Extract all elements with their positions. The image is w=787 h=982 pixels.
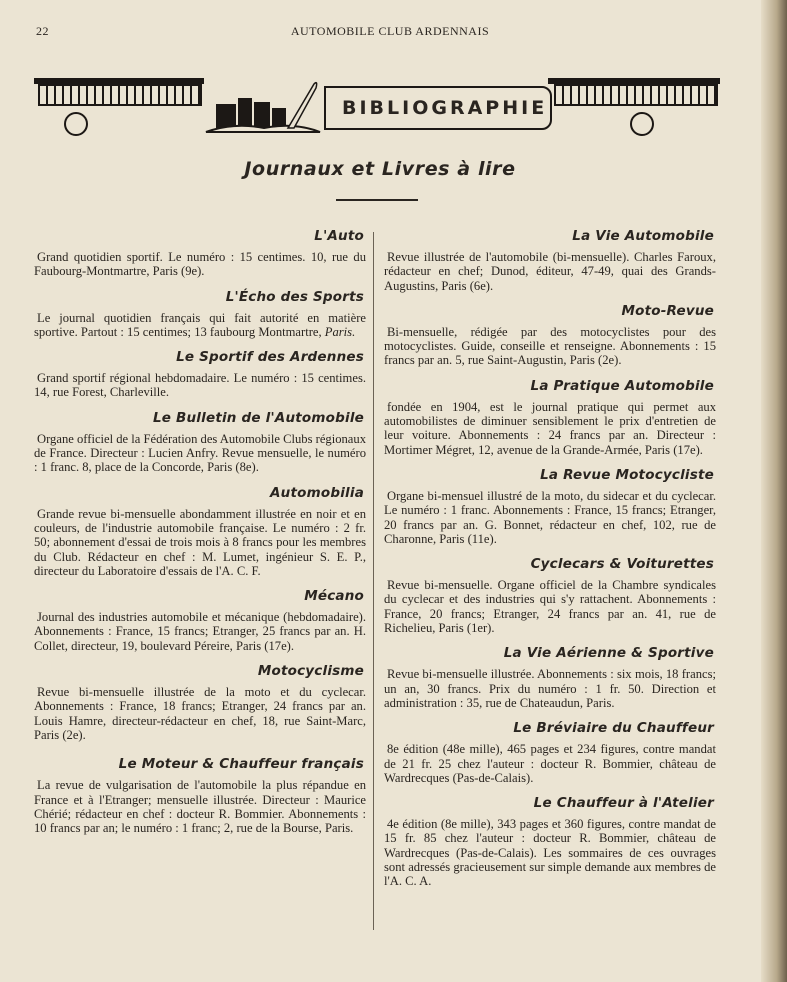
page-edge-shadow [761,0,787,982]
entry-cyclecars-voiturettes [384,556,716,635]
entry-title: Le Bréviaire du Chauffeur [513,720,714,737]
entry-l-auto [34,228,366,279]
entry-body [34,311,366,340]
entry-body: Grand quotidien sportif. Le numéro : 15 centimes. 10, rue du Faubourg-Montmartre, Paris (9e). [34,250,366,279]
ornament-left [38,84,202,106]
club-emblem-icon [630,112,654,136]
entry-body: Revue bi-mensuelle illustrée de la moto et du cyclecar. Abonnements : France, 18 francs; Etranger, 24 francs par an. Louis Hamre, directeur-rédacteur en chef, 18, rue Saint-Marc, Paris (2e). [34,685,366,742]
entry-title: Le Bulletin de l'Automobile [152,409,364,426]
entry-motocyclisme [34,663,366,742]
entry-title: Mécano [304,588,364,605]
entry-pratique-automobile [384,378,716,457]
column-divider [373,232,374,930]
entry-body: Organe bi-mensuel illustré de la moto, du sidecar et du cyclecar. Le numéro : 1 franc. Abonnements : France, 15 francs; Etranger, 20 francs par an. G. Bonnet, rédacteur en chef, 102, rue de Charonne, Paris (11e). [384,488,716,546]
entry-moto-revue [384,303,716,368]
entry-title: Le Sportif des Ardennes [176,349,364,366]
entry-body: La revue de vulgarisation de l'automobile la plus répandue en France et à l'Etranger; mensuelle illustrée. Directeur : Maurice Chérié; rédacteur en chef : docteur R. Bommier. Abonnements : 10 francs par an; le numéro : 1 franc; 2, rue de la Bourse, Paris. [34,778,366,836]
page-title: Journaux et Livres à lire [244,158,516,180]
entry-title: La Revue Motocycliste [540,466,714,483]
entry-moteur-chauffeur [34,756,366,835]
entry-automobilia [34,485,366,578]
entry-body: Revue bi-mensuelle illustrée. Abonnements : six mois, 18 francs; un an, 30 francs. Prix du numéro : 1 fr. 50. Direction et administration : 35, rue de Chateaudun, Paris. [384,667,716,710]
entry-body: Grande revue bi-mensuelle abondamment illustrée en noir et en couleurs, de l'industrie automobile française. Le numéro : 2 fr. 50; abonnement d'essai de trois mois à 8 francs pour les membres du Club. Rédacteur en chef : M. Lumet, ingénieur S. E. P., directeur du Laboratoire d'essais de l'A. C. F. [34,506,366,578]
entry-body: 4e édition (8e mille), 343 pages et 360 figures, contre mandat de 15 fr. 85 chez l'auteur : docteur R. Bommier, château de Wardrecques (Pas-de-Calais). Les sommaires de ces ouvrages sont adressés gracieusement sur simple demande aux membres de l'A. C. A. [384,817,716,889]
bibliographie-title-box [324,86,552,130]
entry-title: Le Moteur & Chauffeur français [118,756,364,773]
entry-title: L'Auto [314,228,364,244]
entry-body: 8e édition (48e mille), 465 pages et 234 figures, contre mandat de 21 fr. 25 chez l'auteur : docteur R. Bommier, château de Wardrecques (Pas-de-Calais). [384,742,716,785]
entry-title: L'Écho des Sports [225,288,364,305]
entry-body: Bi-mensuelle, rédigée par des motocyclistes pour des motocyclistes. Guide, conseille et renseigne. Abonnements : 15 francs par an. 5, rue Saint-Augustin, Paris (2e). [384,324,716,368]
right-column [384,228,716,889]
entry-title: La Pratique Automobile [530,377,714,394]
books-and-quill-icon [204,78,322,134]
entry-revue-motocycliste [384,467,716,546]
entry-breviaire-chauffeur [384,720,716,785]
entry-title: La Vie Automobile [572,228,714,244]
entry-body: fondée en 1904, est le journal pratique qui permet aux automobilistes de diminuer sensiblement le prix d'entretien de leur voiture. Abonnements : 24 francs par an. Directeur : Mortimer Mégret, 12, avenue de la Grande-Armée, Paris (17e). [384,399,716,457]
page-number: 22 [36,24,49,38]
entry-title: Moto-Revue [621,302,714,319]
entry-vie-aerienne [384,645,716,710]
bibliographie-banner [34,76,720,138]
entry-body: Revue illustrée de l'automobile (bi-mensuelle). Charles Faroux, rédacteur en chef; Dunod, éditeur, 47-49, quai des Grands-Augustins, Paris (6e). [384,250,716,293]
entry-sportif-des-ardennes [34,349,366,400]
entry-body: Journal des industries automobile et mécanique (hebdomadaire). Abonnements : France, 15 francs; Etranger, 25 francs par an. H. Collet, directeur, 19, boulevard Péreire, Paris (17e). [34,610,366,653]
left-column [34,228,366,835]
running-head [30,22,750,40]
entry-chauffeur-atelier [384,795,716,888]
entry-mecano [34,588,366,653]
entry-title: La Vie Aérienne & Sportive [503,645,714,662]
running-title: AUTOMOBILE CLUB ARDENNAIS [290,24,490,38]
entry-body: Organe officiel de la Fédération des Automobile Clubs régionaux de France. Directeur : Lucien Anfry. Revue mensuelle, le numéro : 1 franc. 8, place de la Concorde, Paris (8e). [34,431,366,475]
entry-body: Grand sportif régional hebdomadaire. Le numéro : 15 centimes. 14, rue Forest, Charleville. [34,371,366,400]
title-rule [336,199,418,201]
entry-echo-des-sports [34,289,366,340]
ornament-right [554,84,718,106]
entry-title: Motocyclisme [257,663,364,680]
entry-bulletin-automobile [34,410,366,475]
club-emblem-icon [64,112,88,136]
entry-title: Le Chauffeur à l'Atelier [533,795,714,812]
entry-title: Cyclecars & Voiturettes [530,556,714,573]
entry-body-italic: Paris. [324,324,356,339]
entry-vie-automobile [384,228,716,293]
entry-body-text: Le journal quotidien français qui fait autorité en matière sportive. Partout : 15 centimes; 13 faubourg Montmartre, [34,310,366,339]
entry-body: Revue bi-mensuelle. Organe officiel de la Chambre syndicales du cyclecar et des industries qui s'y rattachent. Abonnements : France, 20 francs; Etranger, 24 francs par an. 41, rue de Richelieu, Paris (1er). [384,578,716,636]
bibliographie-title: BIBLIOGRAPHIE [342,97,548,119]
entry-title: Automobilia [270,484,364,501]
